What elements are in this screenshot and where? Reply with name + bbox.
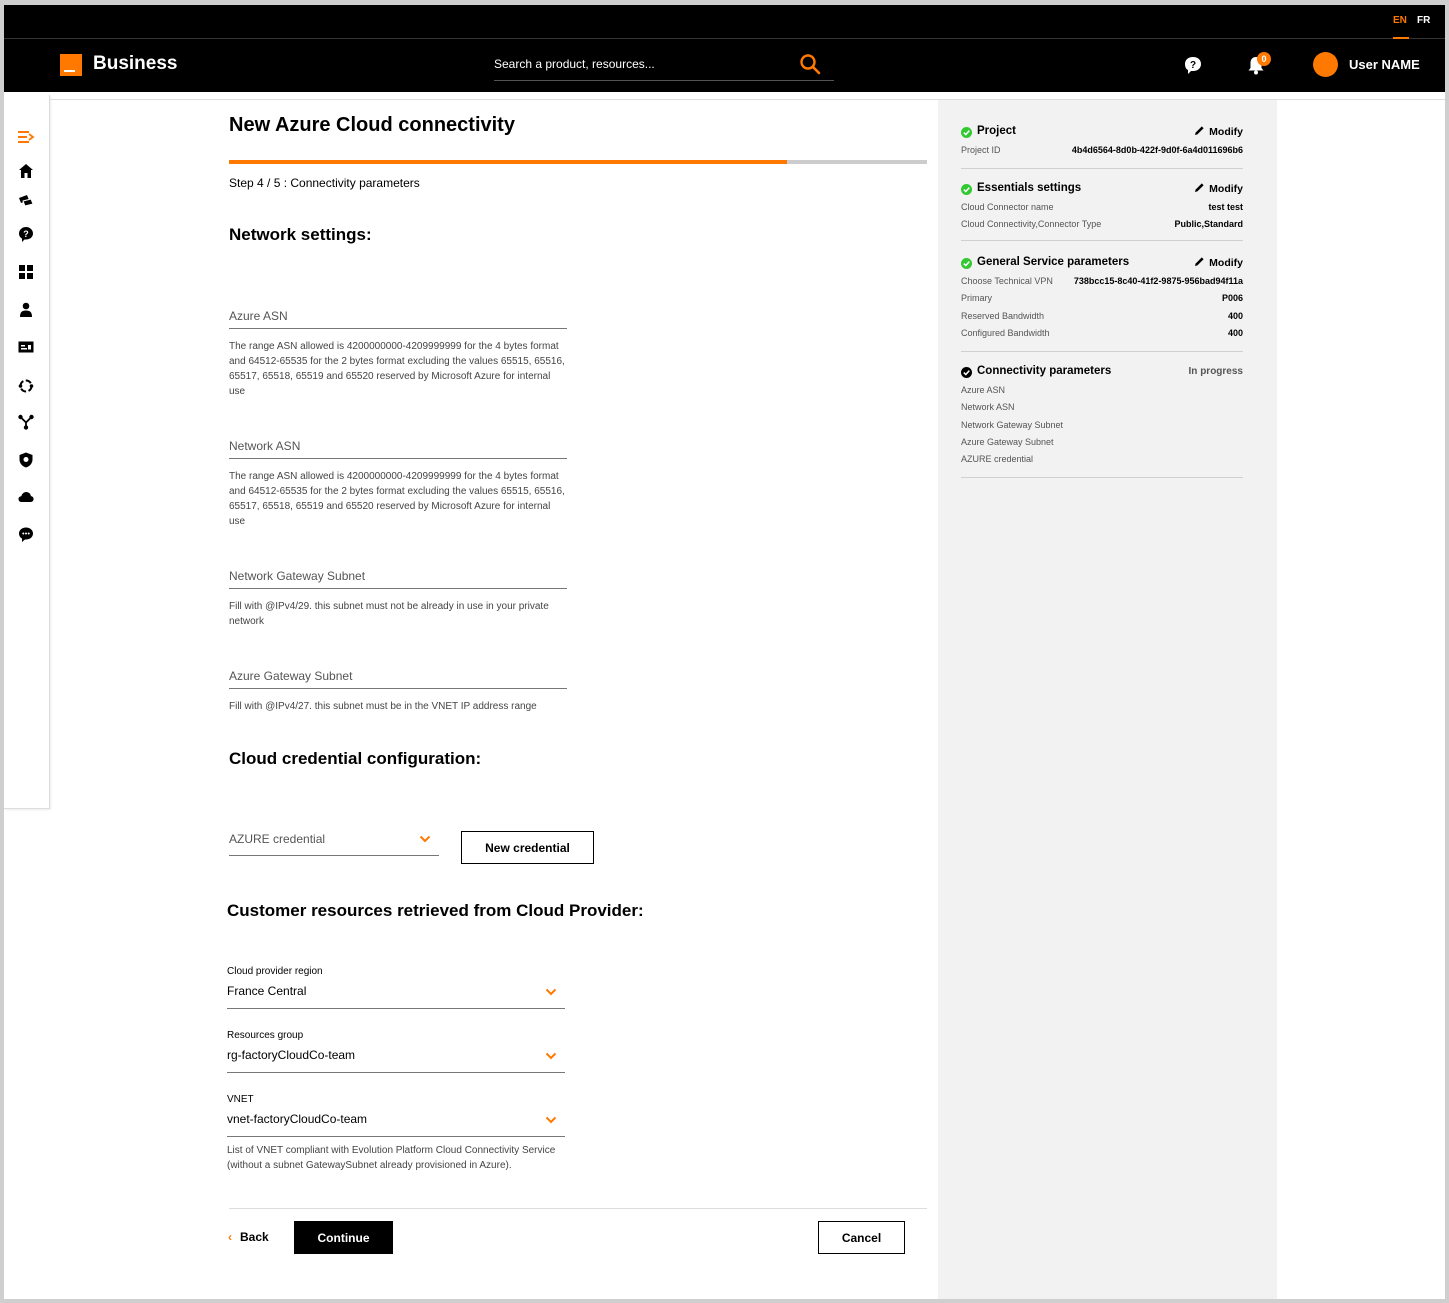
home-icon[interactable]: [17, 162, 35, 180]
lang-fr[interactable]: FR: [1417, 15, 1431, 26]
chevron-down-icon: [545, 988, 557, 996]
chat-icon[interactable]: [17, 525, 35, 543]
summary-row: Azure Gateway Subnet: [961, 436, 1054, 447]
pencil-icon: [1194, 182, 1205, 193]
summary-row: Network Gateway Subnet: [961, 419, 1064, 430]
network-gateway-subnet-input[interactable]: [229, 564, 567, 588]
topology-icon[interactable]: [17, 413, 35, 431]
summary-project: [961, 124, 1243, 169]
azure-gateway-subnet-helper: Fill with @IPv4/27. this subnet must be in the VNET IP address range: [229, 701, 537, 712]
summary-general-title: General Service parameters: [977, 256, 1130, 268]
billing-icon[interactable]: [17, 338, 35, 356]
resources-group-select[interactable]: [227, 1030, 565, 1073]
check-circle-icon: [961, 184, 972, 195]
search-icon[interactable]: [798, 52, 822, 76]
cloud-region-value: France Central: [227, 984, 307, 998]
lang-en[interactable]: EN: [1393, 15, 1407, 26]
summary-essentials-title: Essentials settings: [977, 182, 1082, 194]
vnet-value: vnet-factoryCloudCo-team: [227, 1112, 368, 1126]
svg-text:?: ?: [1189, 60, 1197, 71]
progress-fill: [229, 160, 787, 164]
network-asn-helper: The range ASN allowed is 4200000000-4209999999 for the 4 bytes format and 64512-65535 for the 2 bytes format excluding the values 65515, 65516, 65517, 65518, 65519 and 65520 reserved by Microsoft Azure for internal use: [229, 471, 565, 527]
notification-badge: 0: [1257, 52, 1271, 66]
vnet-helper: List of VNET compliant with Evolution Platform Cloud Connectivity Service (without a subnet GatewaySubnet already provisioned in Azure).: [227, 1145, 556, 1171]
network-icon[interactable]: [17, 377, 35, 395]
dashboard-icon[interactable]: [17, 263, 35, 281]
chevron-down-icon: [419, 835, 431, 843]
resources-group-label: Resources group: [227, 1030, 304, 1041]
continue-button[interactable]: Continue: [294, 1221, 393, 1254]
summary-row: Network ASN: [961, 402, 1015, 413]
azure-asn-helper: The range ASN allowed is 4200000000-4209999999 for the 4 bytes format and 64512-65535 for the 2 bytes format excluding the values 65515, 65516, 65517, 65518, 65519 and 65520 reserved by Microsoft Azure for internal use: [229, 341, 565, 397]
summary-project-title: Project: [977, 125, 1016, 137]
chevron-left-icon: ‹: [228, 1230, 232, 1244]
status-badge: In progress: [1188, 366, 1243, 377]
help-icon[interactable]: [17, 225, 35, 243]
search-input[interactable]: [494, 53, 784, 75]
page-title: New Azure Cloud connectivity: [229, 114, 515, 136]
top-header: [4, 39, 1445, 92]
pencil-icon: [1194, 125, 1205, 136]
modify-general-button[interactable]: [1194, 256, 1243, 269]
summary-general: [961, 255, 1243, 352]
new-credential-button[interactable]: New credential: [461, 831, 594, 864]
modify-label: Modify: [1209, 257, 1243, 269]
modify-label: Modify: [1209, 126, 1243, 138]
summary-essentials: [961, 181, 1243, 241]
summary-row: AZURE credential: [961, 454, 1034, 465]
network-asn-field: [229, 434, 567, 459]
summary-row: Reserved Bandwidth 400: [961, 310, 1243, 321]
footer-divider: [229, 1208, 927, 1209]
help-icon[interactable]: [1182, 54, 1204, 76]
modify-label: Modify: [1209, 183, 1243, 195]
azure-credential-value: AZURE credential: [229, 832, 326, 846]
chevron-down-icon: [545, 1116, 557, 1124]
network-gateway-subnet-field: [229, 564, 567, 589]
cloud-icon[interactable]: [17, 488, 35, 506]
summary-panel: [938, 100, 1277, 1299]
summary-row: Primary P006: [961, 293, 1243, 304]
cancel-button[interactable]: Cancel: [818, 1221, 905, 1254]
cloud-credential-title: Cloud credential configuration:: [229, 749, 482, 768]
security-icon[interactable]: [17, 451, 35, 469]
svg-text:?: ?: [23, 229, 29, 239]
brand-title: Business: [93, 53, 178, 74]
azure-asn-input[interactable]: [229, 304, 567, 328]
check-circle-icon: [961, 367, 972, 378]
back-label: Back: [240, 1230, 269, 1244]
orange-logo[interactable]: [60, 54, 82, 76]
progress-bar: [229, 160, 927, 164]
language-bar: [4, 5, 1445, 39]
tickets-icon[interactable]: [17, 192, 35, 210]
pencil-icon: [1194, 256, 1205, 267]
network-asn-input[interactable]: [229, 434, 567, 458]
back-button[interactable]: [228, 1230, 269, 1244]
step-indicator: Step 4 / 5 : Connectivity parameters: [229, 176, 420, 190]
network-gateway-subnet-helper: Fill with @IPv4/29. this subnet must not be already in use in your private network: [229, 601, 549, 627]
azure-gateway-subnet-input[interactable]: [229, 664, 567, 688]
check-circle-icon: [961, 258, 972, 269]
azure-gateway-subnet-field: [229, 664, 567, 689]
search-bar: [494, 51, 834, 81]
summary-row: Azure ASN: [961, 385, 1006, 395]
customer-resources-title: Customer resources retrieved from Cloud Provider:: [227, 901, 644, 920]
resources-group-value: rg-factoryCloudCo-team: [227, 1048, 356, 1062]
chevron-down-icon: [545, 1052, 557, 1060]
modify-project-button[interactable]: [1194, 125, 1243, 138]
azure-credential-select[interactable]: [229, 828, 439, 856]
user-icon[interactable]: [17, 301, 35, 319]
modify-essentials-button[interactable]: [1194, 182, 1243, 195]
vnet-select[interactable]: [227, 1094, 565, 1137]
user-name[interactable]: User NAME: [1349, 57, 1420, 72]
menu-icon[interactable]: [17, 128, 35, 146]
avatar[interactable]: [1313, 52, 1338, 77]
azure-asn-field: [229, 304, 567, 329]
summary-row: Choose Technical VPN 738bcc15-8c40-41f2-9875-956bad94f11a: [961, 276, 1243, 286]
vnet-label: VNET: [227, 1094, 254, 1105]
summary-connectivity: [961, 364, 1243, 478]
check-circle-icon: [961, 127, 972, 138]
summary-connectivity-title: Connectivity parameters: [977, 365, 1112, 377]
summary-row: Cloud Connectivity,Connector Type Public,Standard: [961, 219, 1243, 230]
summary-row: Cloud Connector name test test: [961, 202, 1243, 212]
summary-row: Project ID 4b4d6564-8d0b-422f-9d0f-6a4d011696b6: [961, 145, 1243, 155]
cloud-region-label: Cloud provider region: [227, 966, 323, 977]
network-settings-title: Network settings:: [229, 225, 372, 244]
left-sidebar: [4, 95, 50, 809]
cloud-region-select[interactable]: [227, 966, 565, 1009]
summary-row: Configured Bandwidth 400: [961, 327, 1243, 338]
